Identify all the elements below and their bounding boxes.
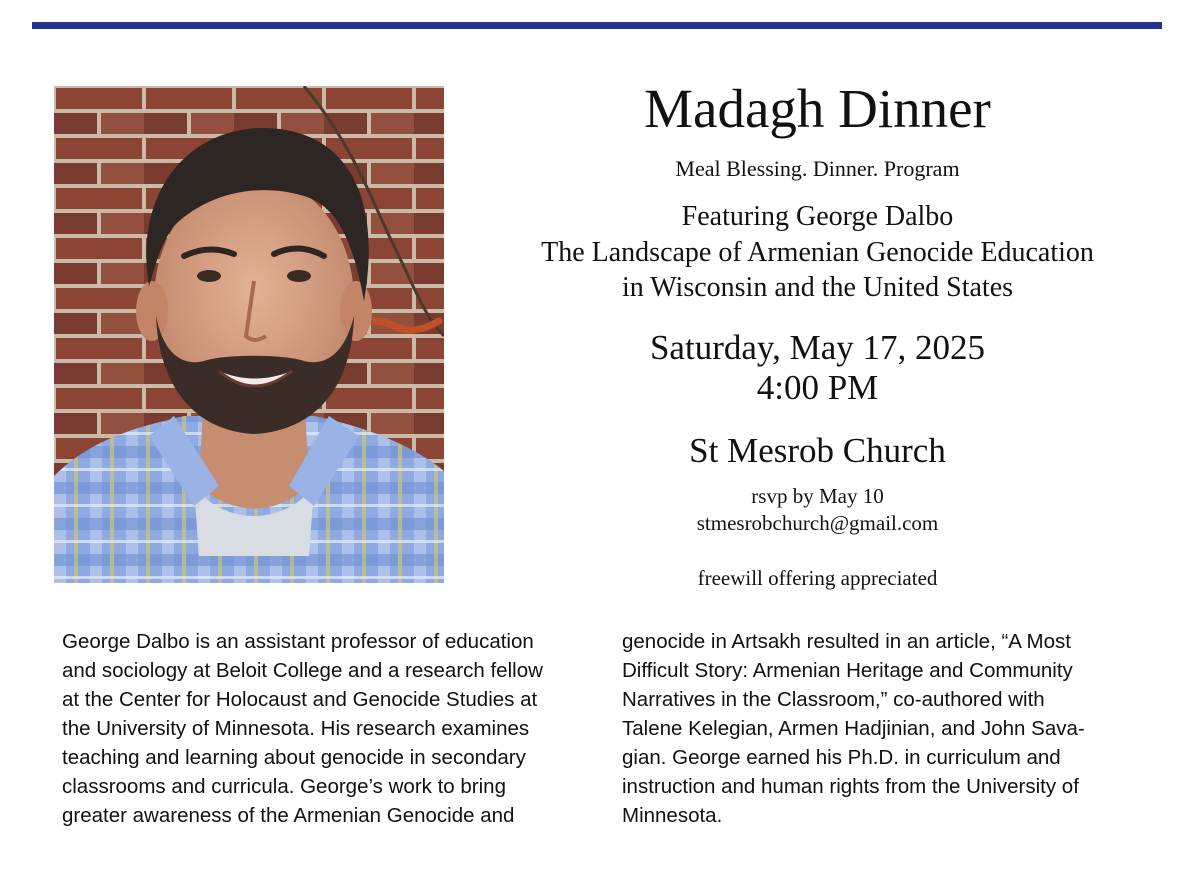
- speaker-portrait-illustration: [54, 86, 444, 583]
- bio-line: instruction and human rights from the University of: [622, 775, 1079, 798]
- talk-title-line-2: in Wisconsin and the United States: [621, 272, 1014, 303]
- rsvp-email: stmesrobchurch@gmail.com: [696, 511, 939, 535]
- bio-line: classrooms and curricula. George’s work to bring: [62, 775, 506, 798]
- bio-line: Narratives in the Classroom,” co-authored with: [622, 688, 1045, 711]
- event-date: Saturday, May 17, 2025: [649, 328, 986, 367]
- bio-line: genocide in Artsakh resulted in an article, “A Most: [622, 630, 1071, 653]
- talk-title-line-1: The Landscape of Armenian Genocide Education: [541, 237, 1094, 268]
- event-title: Madagh Dinner: [644, 78, 991, 139]
- top-rule: [32, 22, 1162, 29]
- bio-line: greater awareness of the Armenian Genocide and: [62, 804, 515, 827]
- bio-line: Minnesota.: [622, 804, 723, 827]
- event-time: 4:00 PM: [756, 368, 879, 407]
- rsvp-deadline: rsvp by May 10: [751, 484, 884, 508]
- bio-column-right: [622, 627, 1162, 830]
- bio-line: gian. George earned his Ph.D. in curriculum and: [622, 746, 1061, 769]
- event-subtitle: Meal Blessing. Dinner. Program: [675, 156, 960, 181]
- speaker-photo: [54, 86, 444, 583]
- bio-line: and sociology at Beloit College and a research fellow: [62, 659, 543, 682]
- bio-line: Difficult Story: Armenian Heritage and Community: [622, 659, 1073, 682]
- bio-line: Talene Kelegian, Armen Hadjinian, and John Sava-: [622, 717, 1085, 740]
- bio-line: teaching and learning about genocide in secondary: [62, 746, 526, 769]
- featured-speaker: Featuring George Dalbo: [681, 201, 954, 232]
- offering-note: freewill offering appreciated: [697, 566, 938, 590]
- bio-line: at the Center for Holocaust and Genocide Studies at: [62, 688, 538, 711]
- bio-line: the University of Minnesota. His research examines: [62, 717, 530, 740]
- bio-line: George Dalbo is an assistant professor of education: [62, 630, 534, 653]
- bio-column-left: [62, 627, 602, 830]
- event-venue: St Mesrob Church: [689, 431, 946, 470]
